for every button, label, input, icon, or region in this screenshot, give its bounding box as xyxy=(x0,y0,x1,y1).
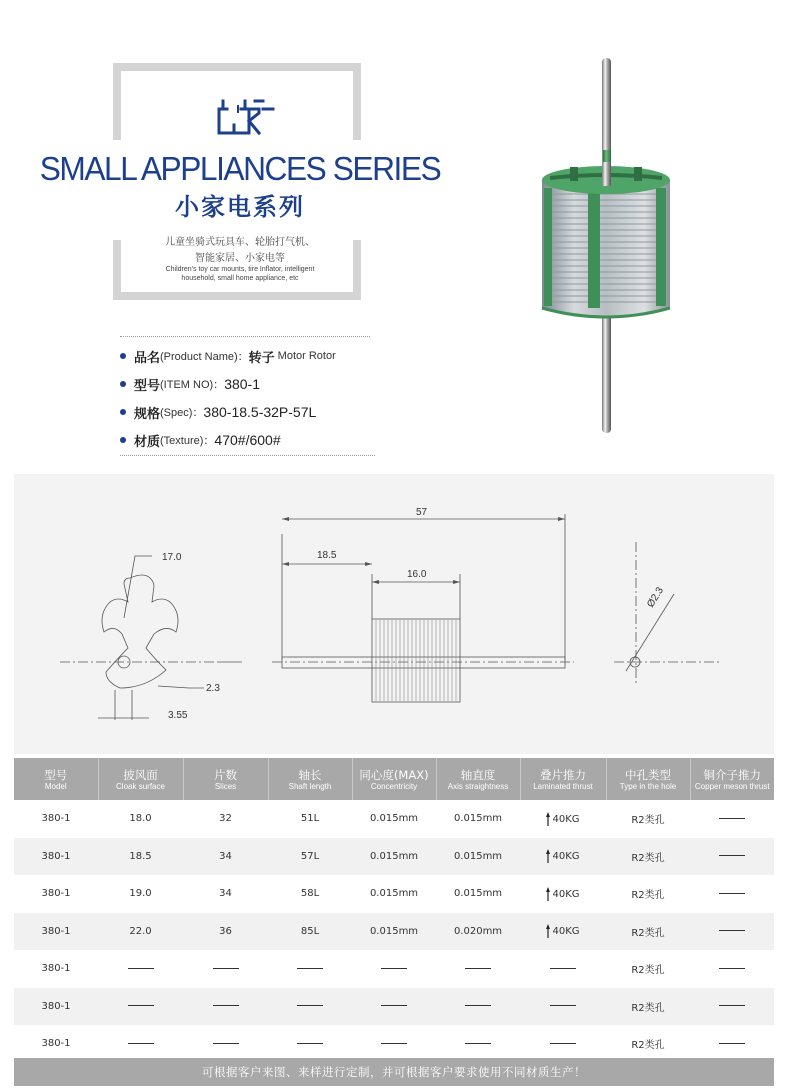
table-row: 380-1 R2类孔 xyxy=(14,950,774,988)
info-row-name xyxy=(120,342,380,370)
bullet-icon xyxy=(120,381,126,387)
empty-dash xyxy=(381,968,407,969)
empty-dash xyxy=(719,930,745,931)
dim-label-17: 17.0 xyxy=(162,552,182,563)
info-row-item xyxy=(120,370,380,398)
empty-dash xyxy=(465,1005,491,1006)
thrust-arrow-icon xyxy=(546,887,550,901)
applications-cn-line: 智能家居、小家电等 xyxy=(195,253,285,264)
applications-cn-line: 儿童坐骑式玩具车、轮胎打气机、 xyxy=(165,237,315,248)
empty-dash xyxy=(381,1043,407,1044)
col-concentricity: 同心度(MAX) Concentricity xyxy=(352,758,436,800)
table-row: 380-1 18.0 32 51L 0.015mm 0.015mm 40KG R2类孔 xyxy=(14,800,774,838)
empty-dash xyxy=(719,855,745,856)
product-info xyxy=(120,342,380,454)
empty-dash xyxy=(128,1043,154,1044)
dim-label-stack-offset: 18.5 xyxy=(317,550,337,561)
col-copper-meson-thrust: 铜介子推力 Copper meson thrust xyxy=(690,758,774,800)
col-model: 型号 Model xyxy=(14,758,98,800)
empty-dash xyxy=(550,968,576,969)
technical-drawing xyxy=(14,474,774,754)
col-axis-straightness: 轴直度 Axis straightness xyxy=(436,758,520,800)
name-label-en: (Product Name)： xyxy=(160,351,249,363)
table-header-row xyxy=(14,758,774,800)
empty-dash xyxy=(465,1043,491,1044)
texture-label: 材质 xyxy=(134,434,161,450)
applications-en-line: Children's toy car mounts, tire Inflator, intelligent xyxy=(165,266,315,273)
divider xyxy=(120,336,370,337)
empty-dash xyxy=(213,968,239,969)
thrust-arrow-icon xyxy=(546,849,550,863)
empty-dash xyxy=(719,818,745,819)
bullet-icon xyxy=(120,437,126,443)
thrust-arrow-icon xyxy=(546,924,550,938)
table-row: 380-1 22.0 36 85L 0.015mm 0.020mm 40KG R2类孔 xyxy=(14,913,774,951)
col-cloak-surface: 披风面 Cloak surface xyxy=(98,758,183,800)
dim-label-total-length: 57 xyxy=(416,507,428,518)
table-row: 380-1 R2类孔 xyxy=(14,988,774,1026)
series-title-cn: 小家电系列 xyxy=(175,193,305,221)
empty-dash xyxy=(719,968,745,969)
empty-dash xyxy=(297,1043,323,1044)
empty-dash xyxy=(297,1005,323,1006)
col-slices: 片数 Slices xyxy=(183,758,268,800)
col-laminated-thrust: 叠片推力 Laminated thrust xyxy=(520,758,606,800)
empty-dash xyxy=(128,968,154,969)
item-label: 型号 xyxy=(134,378,161,394)
info-row-spec xyxy=(120,398,380,426)
table-row: 380-1 18.5 34 57L 0.015mm 0.015mm 40KG R2类孔 xyxy=(14,838,774,876)
empty-dash xyxy=(465,968,491,969)
empty-dash xyxy=(128,1005,154,1006)
divider xyxy=(120,455,375,456)
texture-value: 470#/600# xyxy=(214,432,281,448)
empty-dash xyxy=(297,968,323,969)
dim-label-stack-length: 16.0 xyxy=(407,569,427,580)
empty-dash xyxy=(213,1043,239,1044)
empty-dash xyxy=(550,1043,576,1044)
name-value-en: Motor Rotor xyxy=(277,350,336,362)
info-row-texture xyxy=(120,426,380,454)
name-value: 转子 xyxy=(248,350,275,366)
brand-logo xyxy=(215,97,277,137)
applications-en-line: household, small home appliance, etc xyxy=(181,275,299,282)
empty-dash xyxy=(550,1005,576,1006)
dim-label-bore: 2.3 xyxy=(206,683,220,694)
table-row: 380-1 19.0 34 58L 0.015mm 0.015mm 40KG R2类孔 xyxy=(14,875,774,913)
applications-cn xyxy=(0,235,480,267)
thrust-arrow-icon xyxy=(546,812,550,826)
dim-label-shaft-diameter: Ø2.3 xyxy=(645,585,667,610)
series-title: SMALL APPLIANCES SERIES xyxy=(39,150,441,187)
motor-rotor-image xyxy=(530,50,690,440)
empty-dash xyxy=(719,893,745,894)
col-hole-type: 中孔类型 Type in the hole xyxy=(606,758,690,800)
dim-label-3-55: 3.55 xyxy=(168,710,188,721)
empty-dash xyxy=(719,1043,745,1044)
empty-dash xyxy=(719,1005,745,1006)
item-label-en: (ITEM NO)： xyxy=(160,379,225,391)
empty-dash xyxy=(381,1005,407,1006)
bullet-icon xyxy=(120,353,126,359)
col-shaft-length: 轴长 Shaft length xyxy=(268,758,352,800)
spec-label-en: (Spec)： xyxy=(160,407,204,419)
applications-en xyxy=(0,265,480,283)
item-value: 380-1 xyxy=(224,376,260,392)
spec-table xyxy=(14,758,774,1063)
bullet-icon xyxy=(120,409,126,415)
footer-note: 可根据客户来图、来样进行定制，并可根据客户要求使用不同材质生产！ xyxy=(14,1058,774,1086)
name-label: 品名 xyxy=(134,350,161,366)
empty-dash xyxy=(213,1005,239,1006)
spec-value: 380-18.5-32P-57L xyxy=(203,404,317,420)
spec-label: 规格 xyxy=(134,406,161,422)
table-row: 380-1 R2类孔 xyxy=(14,1025,774,1063)
texture-label-en: (Texture)： xyxy=(160,435,215,447)
